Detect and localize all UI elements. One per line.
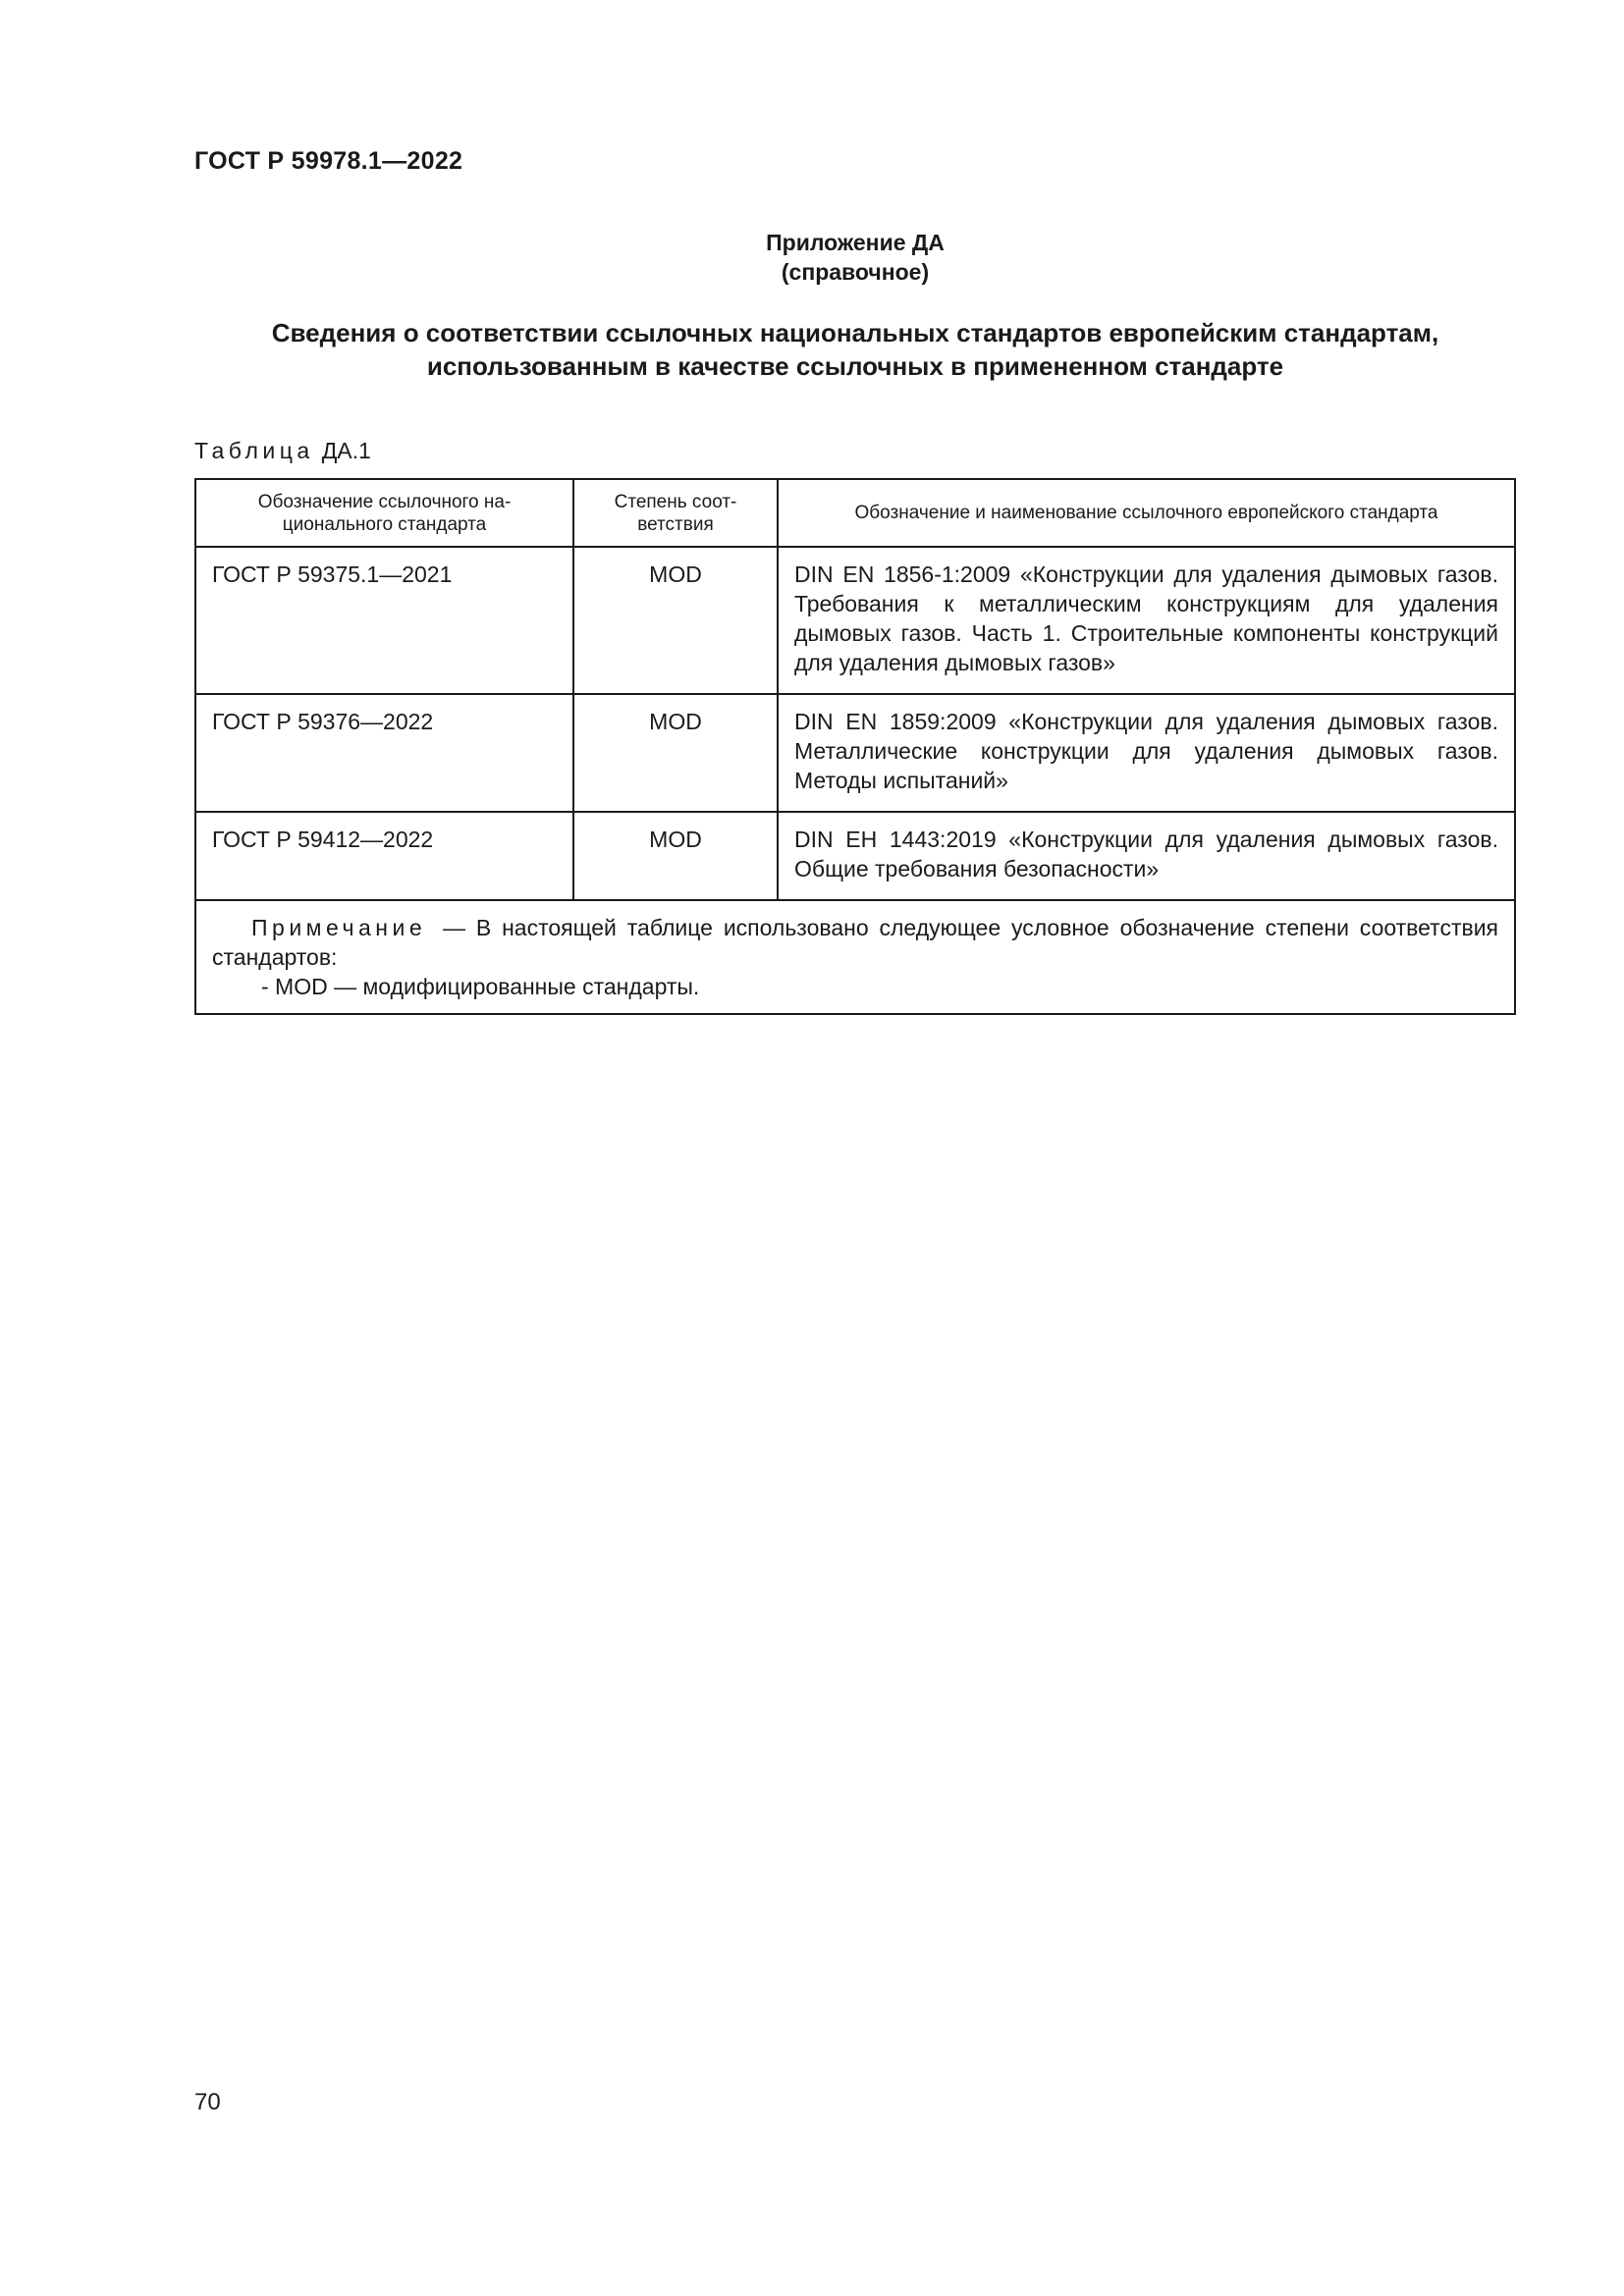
appendix-type: (справочное) <box>781 259 930 285</box>
section-title-line-1: Сведения о соответствии ссылочных национальных стандартов европейским стандартам, <box>271 318 1439 347</box>
note-label: Примечание <box>251 915 427 940</box>
table-caption-label: Таблица <box>194 438 314 463</box>
note-text: — В настоящей таблице использовано следующее условное обозначение степени соответствия стандартов: <box>212 915 1498 970</box>
appendix-heading <box>194 228 1516 287</box>
document-id: ГОСТ Р 59978.1—2022 <box>194 147 463 175</box>
appendix-title: Приложение ДА <box>766 230 945 255</box>
table-row <box>195 547 1515 694</box>
cell-standard: ГОСТ Р 59375.1—2021 <box>195 547 573 694</box>
table-note <box>195 900 1515 1014</box>
header-degree: Степень соот- ветствия <box>573 479 778 547</box>
cell-degree: MOD <box>573 547 778 694</box>
table-header-row <box>195 479 1515 547</box>
table-row <box>195 694 1515 812</box>
cell-degree: MOD <box>573 812 778 900</box>
table-caption-number: ДА.1 <box>321 438 371 463</box>
table-note-row <box>195 900 1515 1014</box>
table-row <box>195 812 1515 900</box>
note-item: - MOD — модифицированные стандарты. <box>261 974 700 999</box>
cell-european-standard: DIN EN 1859:2009 «Конструкции для удаления дымовых газов. Металлические конструкции для удаления дымовых газов. Методы испытаний» <box>778 694 1515 812</box>
cell-european-standard: DIN EN 1856-1:2009 «Конструкции для удаления дымовых газов. Требования к металлическим конструкциям для удаления дымовых газов. Часть 1. Строительные компоненты конструкций для удаления дымовых газов» <box>778 547 1515 694</box>
header-national-standard: Обозначение ссылочного на- ционального стандарта <box>195 479 573 547</box>
page-number: 70 <box>194 2089 221 2115</box>
cell-degree: MOD <box>573 694 778 812</box>
reference-standards-table <box>194 478 1516 1015</box>
table-caption <box>194 438 371 464</box>
cell-european-standard: DIN EH 1443:2019 «Конструкции для удаления дымовых газов. Общие требования безопасности» <box>778 812 1515 900</box>
cell-standard: ГОСТ Р 59412—2022 <box>195 812 573 900</box>
section-title <box>194 316 1516 383</box>
header-european-standard: Обозначение и наименование ссылочного европейского стандарта <box>778 479 1515 547</box>
section-title-line-2: использованным в качестве ссылочных в примененном стандарте <box>426 351 1284 381</box>
cell-standard: ГОСТ Р 59376—2022 <box>195 694 573 812</box>
